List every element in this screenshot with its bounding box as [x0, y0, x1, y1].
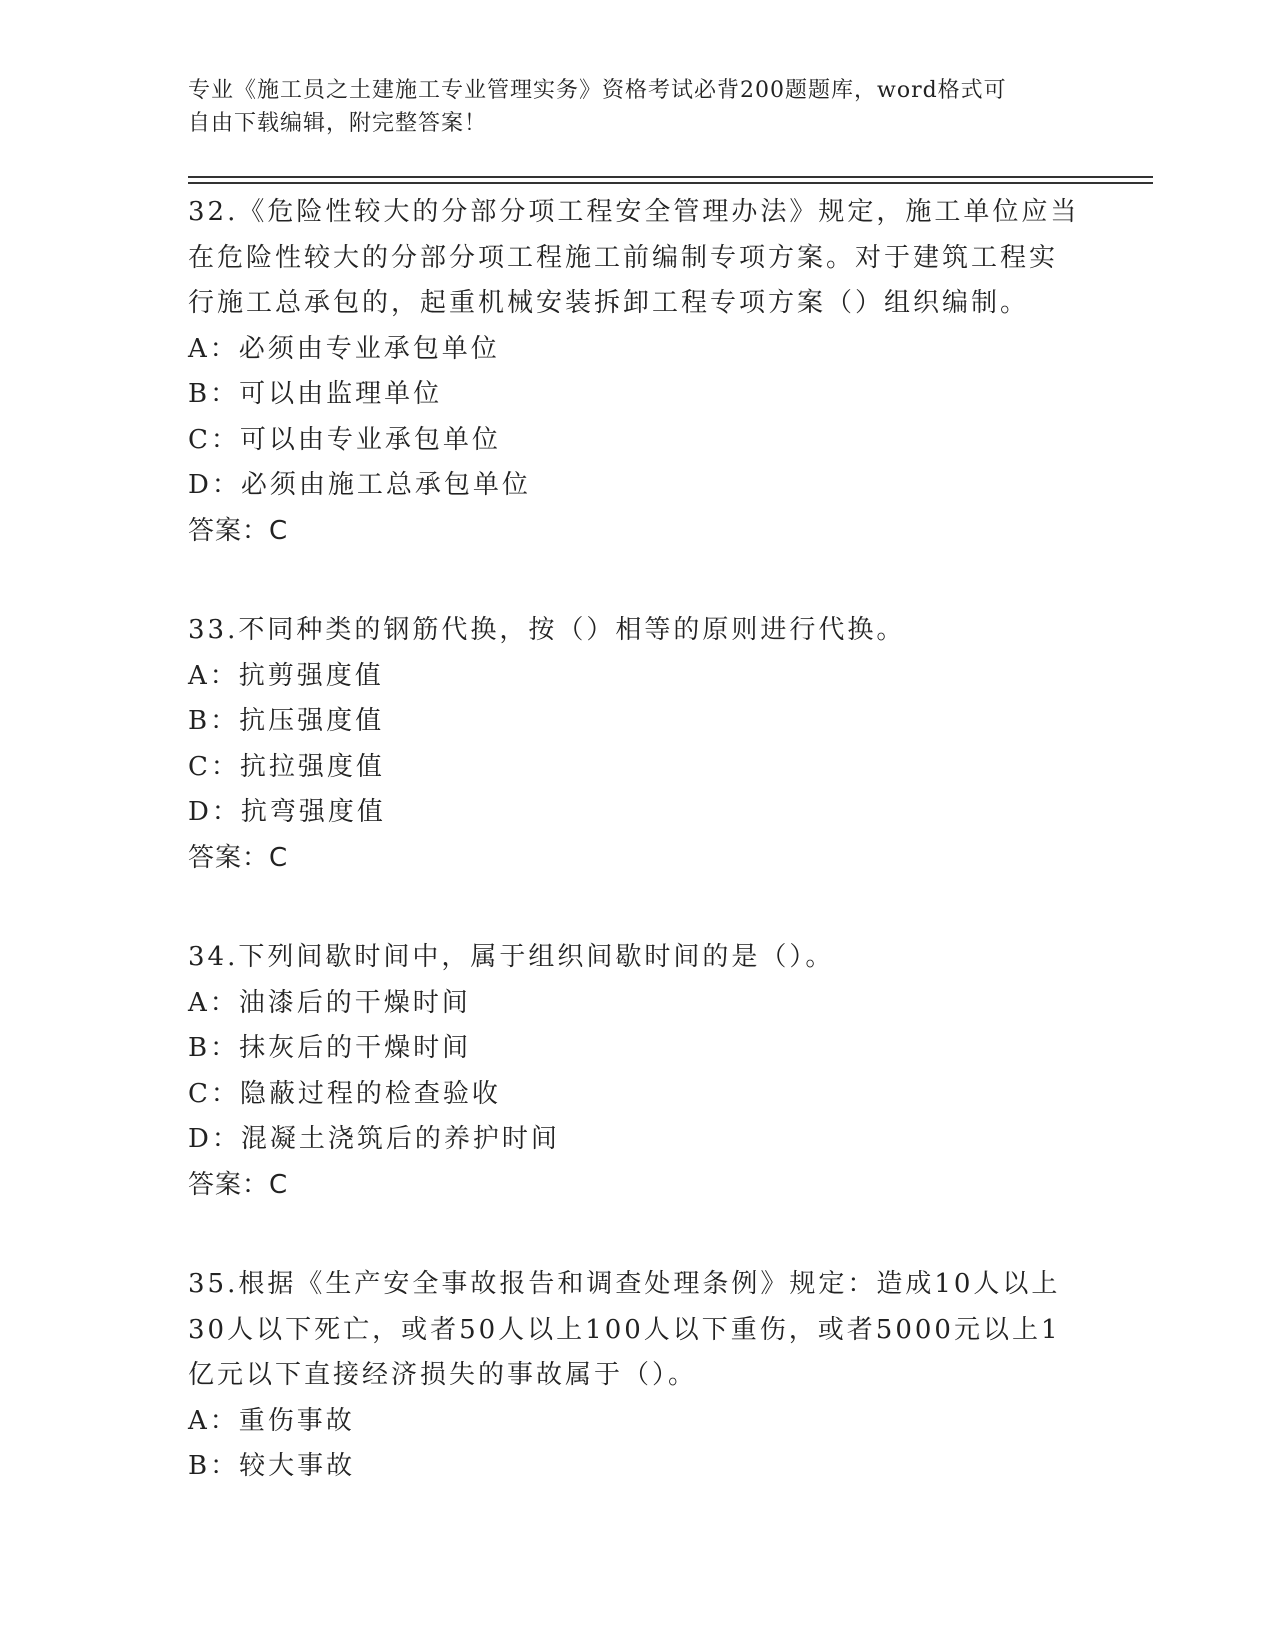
- option-b: B：较大事故: [188, 1451, 356, 1481]
- option-d: D：抗弯强度值: [188, 797, 386, 827]
- question-text: 亿元以下直接经济损失的事故属于（）。: [188, 1360, 698, 1390]
- question-text: 34.下列间歇时间中，属于组织间歇时间的是（）。: [188, 942, 835, 972]
- header-rule-bottom: [188, 182, 1153, 184]
- question-34: [188, 935, 1088, 1208]
- answer: 答案：C: [188, 842, 289, 873]
- question-33: [188, 608, 1088, 881]
- question-text: 33.不同种类的钢筋代换，按（）相等的原则进行代换。: [188, 615, 906, 645]
- header-line: 自由下载编辑，附完整答案！: [188, 111, 488, 136]
- question-35: [188, 1262, 1088, 1490]
- option-a: A：油漆后的干燥时间: [188, 987, 471, 1018]
- question-text: 行施工总承包的，起重机械安装拆卸工程专项方案（）组织编制。: [188, 288, 1030, 318]
- option-a: A：抗剪强度值: [188, 660, 384, 691]
- option-c: C：隐蔽过程的检查验收: [188, 1078, 501, 1109]
- document-header: [188, 74, 1068, 140]
- question-text: 32.《危险性较大的分部分项工程安全管理办法》规定，施工单位应当: [188, 197, 1080, 227]
- option-a: A：重伤事故: [188, 1405, 355, 1436]
- answer: 答案：C: [188, 515, 289, 546]
- option-d: D：混凝土浇筑后的养护时间: [188, 1124, 560, 1154]
- question-text: 30人以下死亡，或者50人以上100人以下重伤，或者5000元以上1: [188, 1314, 1061, 1345]
- question-text: 在危险性较大的分部分项工程施工前编制专项方案。对于建筑工程实: [188, 242, 1059, 273]
- option-c: C：可以由专业承包单位: [188, 424, 501, 455]
- question-32: [188, 190, 1088, 554]
- answer: 答案：C: [188, 1169, 289, 1200]
- header-line: 专业《施工员之土建施工专业管理实务》资格考试必背200题题库，word格式可: [188, 78, 1007, 103]
- question-list: [188, 190, 1088, 1544]
- question-text: 35.根据《生产安全事故报告和调查处理条例》规定：造成10人以上: [188, 1269, 1061, 1299]
- option-b: B：抹灰后的干燥时间: [188, 1033, 472, 1063]
- option-c: C：抗拉强度值: [188, 751, 385, 782]
- option-d: D：必须由施工总承包单位: [188, 470, 531, 500]
- option-b: B：抗压强度值: [188, 706, 385, 736]
- header-rule-top: [188, 176, 1153, 178]
- option-a: A：必须由专业承包单位: [188, 333, 500, 364]
- option-b: B：可以由监理单位: [188, 379, 443, 409]
